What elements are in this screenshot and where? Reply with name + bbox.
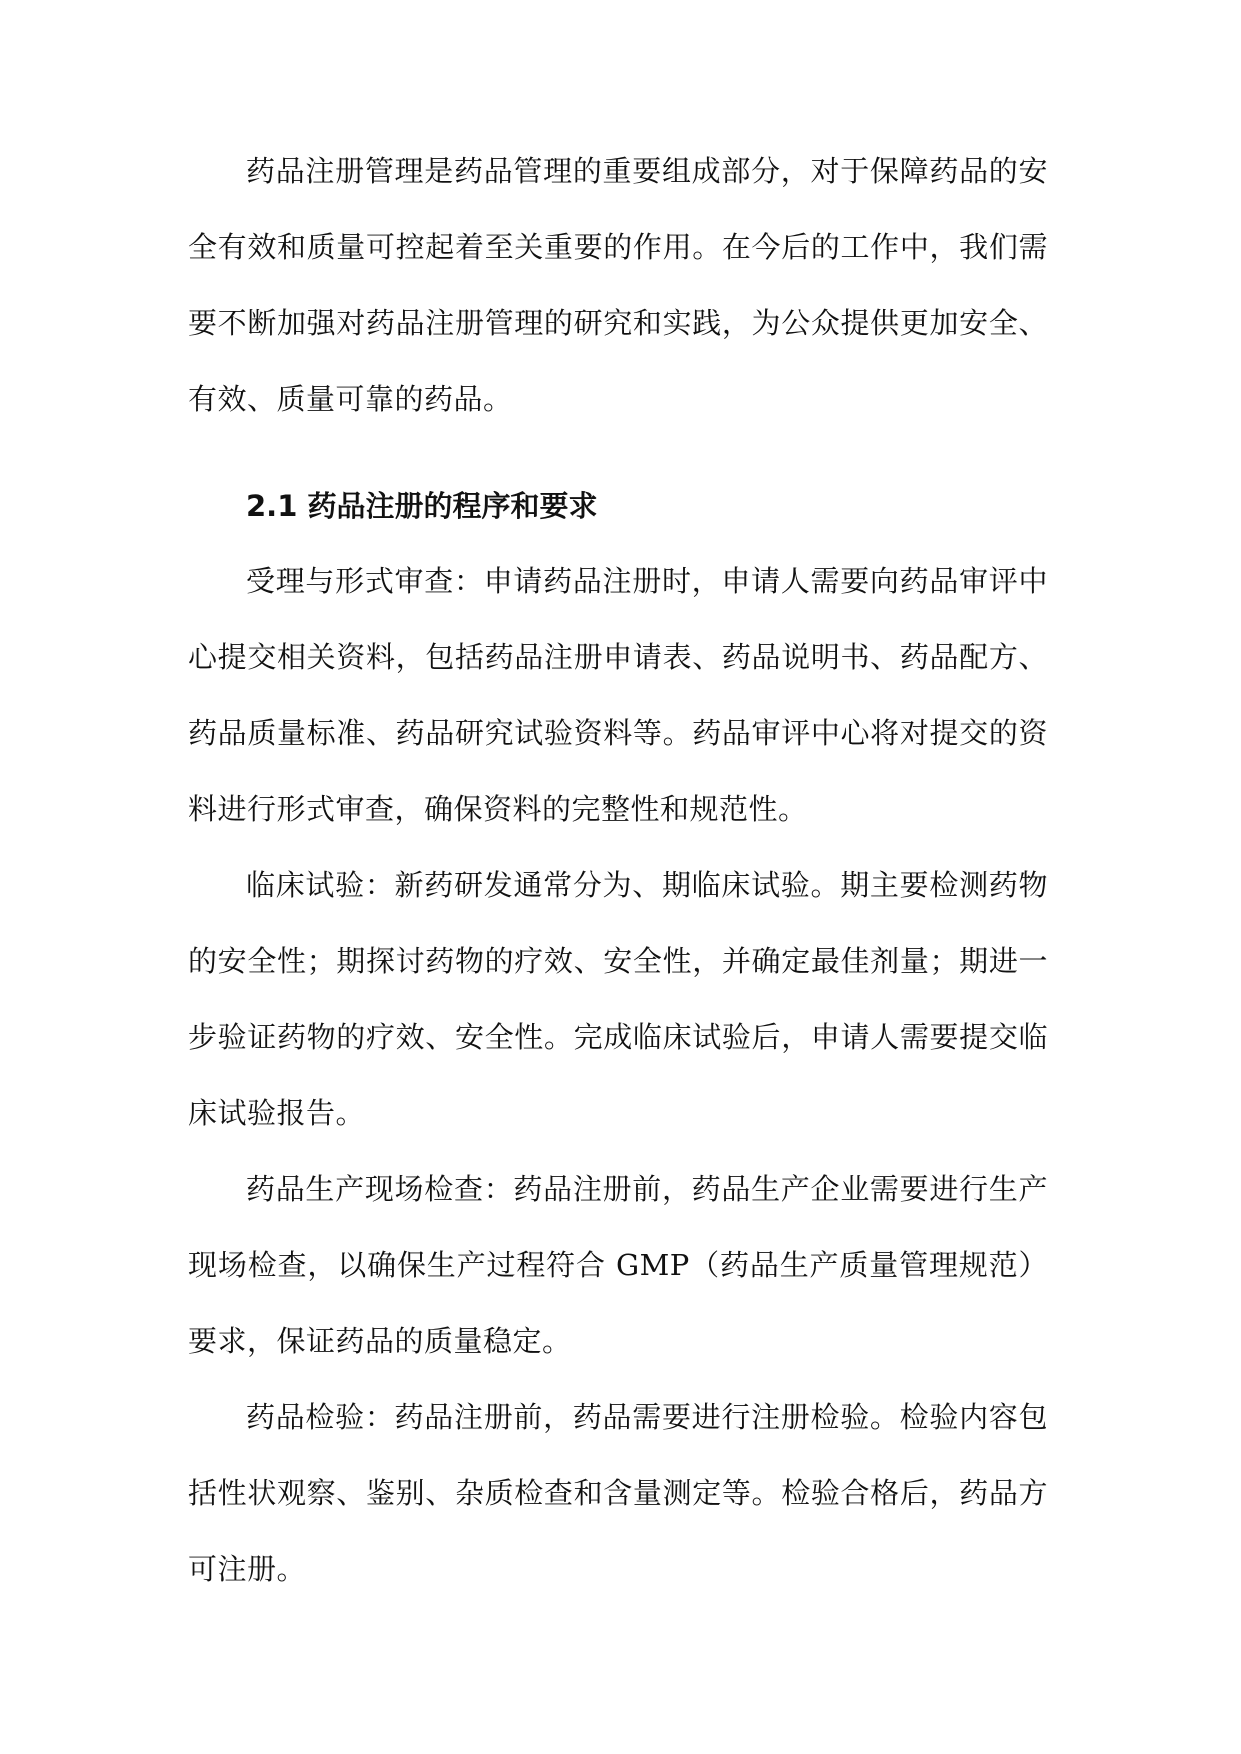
paragraph-drug-testing: 药品检验：药品注册前，药品需要进行注册检验。检验内容包括性状观察、鉴别、杂质检查和含量测定等。检验合格后，药品方可注册。 <box>188 1400 1048 1586</box>
paragraph-site-inspection: 药品生产现场检查：药品注册前，药品生产企业需要进行生产现场检查，以确保生产过程符合 GMP（药品生产质量管理规范）要求，保证药品的质量稳定。 <box>188 1172 1048 1358</box>
paragraph-acceptance: 受理与形式审查：申请药品注册时，申请人需要向药品审评中心提交相关资料，包括药品注册申请表、药品说明书、药品配方、药品质量标准、药品研究试验资料等。药品审评中心将对提交的资料进行形式审查，确保资料的完整性和规范性。 <box>188 564 1048 826</box>
section-heading: 2.1 药品注册的程序和要求 <box>246 489 598 523</box>
paragraph-intro: 药品注册管理是药品管理的重要组成部分，对于保障药品的安全有效和质量可控起着至关重要的作用。在今后的工作中，我们需要不断加强对药品注册管理的研究和实践，为公众提供更加安全、有效、质量可靠的药品。 <box>188 154 1048 416</box>
paragraph-clinical-trials: 临床试验：新药研发通常分为、期临床试验。期主要检测药物的安全性；期探讨药物的疗效、安全性，并确定最佳剂量；期进一步验证药物的疗效、安全性。完成临床试验后，申请人需要提交临床试验报告。 <box>188 868 1048 1130</box>
